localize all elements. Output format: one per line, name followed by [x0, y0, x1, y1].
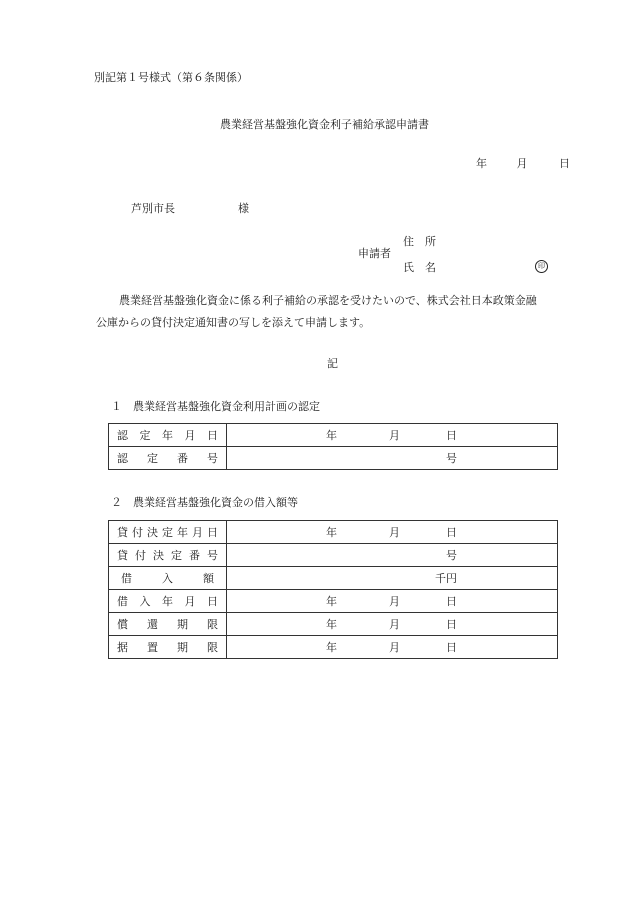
applicant-address-label: 住 所	[403, 235, 436, 248]
row-label: 借 入 額	[109, 567, 227, 590]
table-row	[109, 447, 558, 470]
table-row	[109, 567, 558, 590]
ki-heading: 記	[327, 357, 338, 370]
row-label: 貸 付 決 定 年 月 日	[109, 521, 227, 544]
section1-table	[108, 423, 558, 470]
row-value[interactable]: 千円	[227, 567, 558, 590]
table-row	[109, 424, 558, 447]
row-label: 貸 付 決 定 番 号	[109, 544, 227, 567]
row-value[interactable]: 年 月 日	[227, 590, 558, 613]
seal-mark: 印	[535, 260, 548, 273]
date-month: 月	[516, 157, 528, 170]
row-value[interactable]: 号	[227, 447, 558, 470]
table-row	[109, 544, 558, 567]
row-label: 借 入 年 月 日	[109, 590, 227, 613]
row-label: 認 定 番 号	[109, 447, 227, 470]
table-row	[109, 590, 558, 613]
section2-table	[108, 520, 558, 659]
table-row	[109, 613, 558, 636]
date-line	[476, 155, 570, 171]
row-value[interactable]: 年 月 日	[227, 636, 558, 659]
date-day: 日	[559, 157, 570, 170]
table-row	[109, 521, 558, 544]
document-title: 農業経営基盤強化資金利子補給承認申請書	[220, 118, 429, 131]
row-label: 認 定 年 月 日	[109, 424, 227, 447]
seal-icon	[535, 258, 548, 273]
row-label: 据 置 期 限	[109, 636, 227, 659]
applicant-name-label: 氏 名	[403, 261, 436, 274]
addressee-honorific: 様	[238, 202, 249, 215]
section1-heading: １ 農業経営基盤強化資金利用計画の認定	[111, 400, 320, 413]
body-line-2: 公庫からの貸付決定通知書の写しを添えて申請します。	[96, 316, 371, 329]
row-value[interactable]: 号	[227, 544, 558, 567]
row-value[interactable]: 年 月 日	[227, 613, 558, 636]
row-value[interactable]: 年 月 日	[227, 424, 558, 447]
addressee-name: 芦別市長	[131, 202, 175, 215]
section2-heading: ２ 農業経営基盤強化資金の借入額等	[111, 496, 298, 509]
form-number: 別記第１号様式（第６条関係）	[94, 71, 248, 84]
body-line-1: 農業経営基盤強化資金に係る利子補給の承認を受けたいので、株式会社日本政策金融	[119, 294, 537, 307]
applicant-label: 申請者	[358, 247, 391, 260]
table-row	[109, 636, 558, 659]
date-year: 年	[476, 157, 487, 170]
row-value[interactable]: 年 月 日	[227, 521, 558, 544]
row-label: 償 還 期 限	[109, 613, 227, 636]
